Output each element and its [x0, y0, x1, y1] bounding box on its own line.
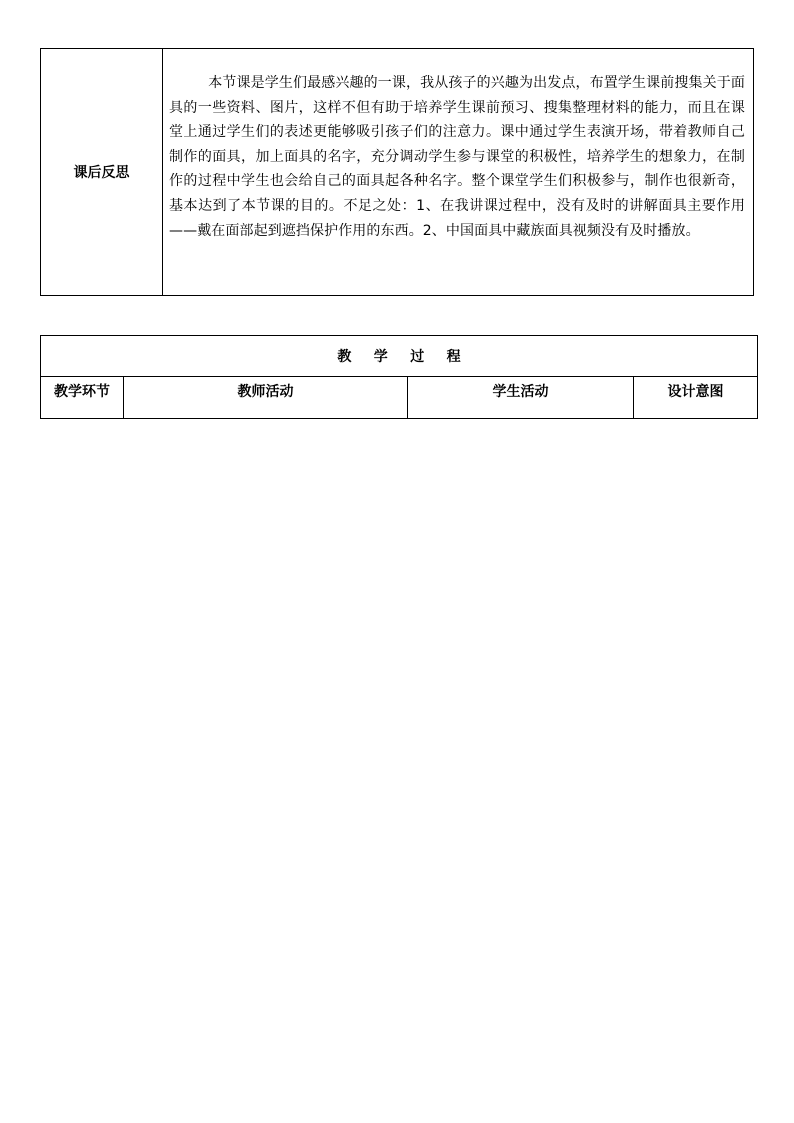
- reflection-table: [40, 48, 754, 296]
- column-header-teacher-activity: 教师活动: [124, 377, 408, 419]
- process-header-row: [41, 377, 758, 419]
- reflection-row: [41, 49, 754, 296]
- column-header-stage: 教学环节: [41, 377, 124, 419]
- teaching-process-table: [40, 335, 758, 419]
- column-header-design-intent: 设计意图: [634, 377, 758, 419]
- column-header-student-activity: 学生活动: [408, 377, 634, 419]
- reflection-label: 课后反思: [41, 49, 163, 296]
- reflection-text: 本节课是学生们最感兴趣的一课，我从孩子的兴趣为出发点，布置学生课前搜集关于面具的一些资料、图片，这样不但有助于培养学生课前预习、搜集整理材料的能力，而且在课堂上通过学生们的表述更能够吸引孩子们的注意力。课中通过学生表演开场，带着教师自己制作的面具，加上面具的名字，充分调动学生参与课堂的积极性，培养学生的想象力，在制作的过程中学生也会给自己的面具起各种名字。整个课堂学生们积极参与，制作也很新奇，基本达到了本节课的目的。不足之处：1、在我讲课过程中，没有及时的讲解面具主要作用——戴在面部起到遮挡保护作用的东西。2、中国面具中藏族面具视频没有及时播放。: [169, 75, 745, 239]
- process-title: 教学过程: [41, 336, 758, 377]
- reflection-content-cell: [163, 49, 754, 296]
- process-title-row: [41, 336, 758, 377]
